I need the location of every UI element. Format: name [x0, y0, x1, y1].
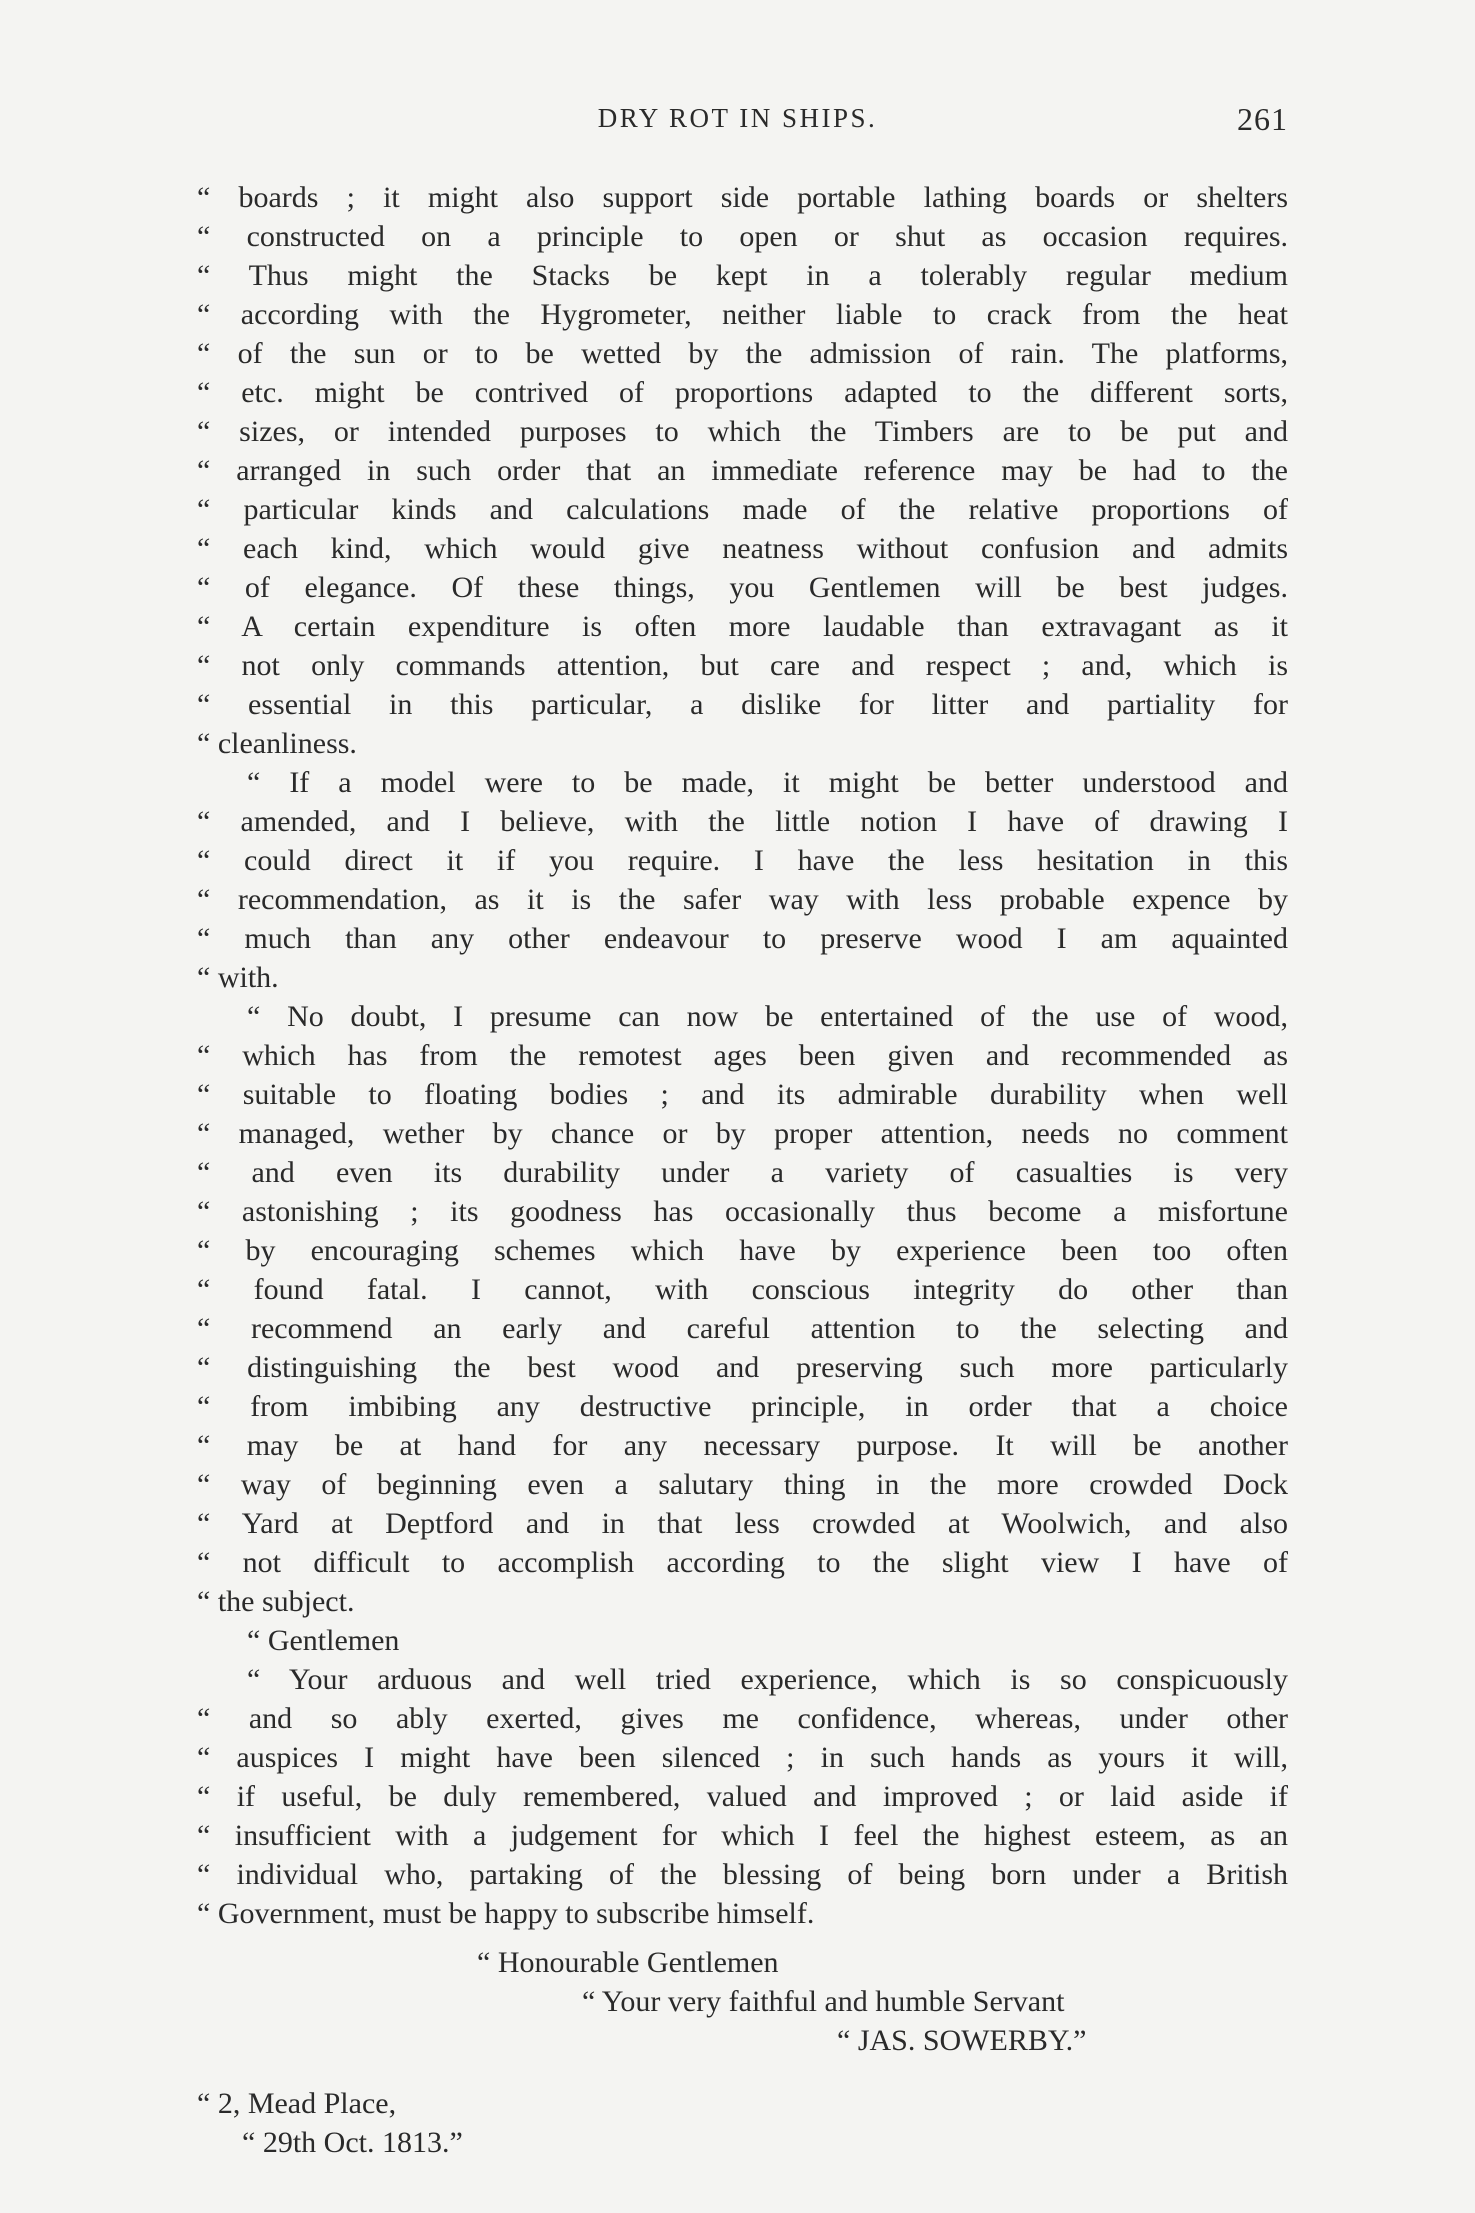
text-line: “ much than any other endeavour to preserve wood I am aquainted — [197, 922, 1288, 955]
text-line: “ not difficult to accomplish according to the slight view I have of — [197, 1546, 1288, 1579]
text-line: “ arranged in such order that an immediate reference may be had to the — [197, 454, 1288, 487]
text-line: “ according with the Hygrometer, neither liable to crack from the heat — [197, 298, 1288, 331]
signature: “ JAS. SOWERBY.” — [837, 2024, 1087, 2057]
text-line: “ and so ably exerted, gives me confidence, whereas, under other — [197, 1702, 1288, 1735]
text-line: “ which has from the remotest ages been given and recommended as — [197, 1039, 1288, 1072]
text-line: “ constructed on a principle to open or shut as occasion requires. — [197, 220, 1288, 253]
text-line: “ recommendation, as it is the safer way with less probable expence by — [197, 883, 1288, 916]
text-line: “ sizes, or intended purposes to which the Timbers are to be put and — [197, 415, 1288, 448]
text-line: “ Yard at Deptford and in that less crowded at Woolwich, and also — [197, 1507, 1288, 1540]
address: “ 2, Mead Place, — [197, 2087, 397, 2120]
text-line: “ astonishing ; its goodness has occasionally thus become a misfortune — [197, 1195, 1288, 1228]
text-line: “ individual who, partaking of the blessing of being born under a British — [197, 1858, 1288, 1891]
salutation: “ Gentlemen — [247, 1624, 400, 1657]
text-line: “ amended, and I believe, with the little notion I have of drawing I — [197, 805, 1288, 838]
text-line: “ not only commands attention, but care and respect ; and, which is — [197, 649, 1288, 682]
text-line: “ insufficient with a judgement for which I feel the highest esteem, as an — [197, 1819, 1288, 1852]
text-line: “ by encouraging schemes which have by experience been too often — [197, 1234, 1288, 1267]
date: “ 29th Oct. 1813.” — [242, 2126, 463, 2159]
text-line: “ managed, wether by chance or by proper attention, needs no comment — [197, 1117, 1288, 1150]
text-line: “ particular kinds and calculations made of the relative proportions of — [197, 493, 1288, 526]
text-line: “ If a model were to be made, it might be better understood and — [247, 766, 1288, 799]
closing-phrase: “ Your very faithful and humble Servant — [582, 1985, 1065, 2018]
text-line: “ found fatal. I cannot, with conscious integrity do other than — [197, 1273, 1288, 1306]
text-line: “ etc. might be contrived of proportions adapted to the different sorts, — [197, 376, 1288, 409]
text-line: “ No doubt, I presume can now be entertained of the use of wood, — [247, 1000, 1288, 1033]
text-line: “ Your arduous and well tried experience, which is so conspicuously — [247, 1663, 1288, 1696]
text-line: “ essential in this particular, a dislike for litter and partiality for — [197, 688, 1288, 721]
text-line: “ from imbibing any destructive principle, in order that a choice — [197, 1390, 1288, 1423]
body-text — [197, 178, 1288, 2162]
text-line: “ way of beginning even a salutary thing in the more crowded Dock — [197, 1468, 1288, 1501]
text-line: “ recommend an early and careful attention to the selecting and — [197, 1312, 1288, 1345]
text-line: “ distinguishing the best wood and preserving such more particularly — [197, 1351, 1288, 1384]
text-line: “ auspices I might have been silenced ; in such hands as yours it will, — [197, 1741, 1288, 1774]
running-title: DRY ROT IN SHIPS. — [597, 103, 878, 133]
text-line: “ may be at hand for any necessary purpose. It will be another — [197, 1429, 1288, 1462]
text-line: “ with. — [197, 961, 279, 994]
page-number: 261 — [1237, 101, 1288, 137]
text-line: “ the subject. — [197, 1585, 355, 1618]
closing-salutation: “ Honourable Gentlemen — [477, 1946, 779, 1979]
text-line: “ of the sun or to be wetted by the admission of rain. The platforms, — [197, 337, 1288, 370]
text-line: “ boards ; it might also support side portable lathing boards or shelters — [197, 181, 1288, 214]
text-line: “ and even its durability under a variety of casualties is very — [197, 1156, 1288, 1189]
text-line: “ if useful, be duly remembered, valued and improved ; or laid aside if — [197, 1780, 1288, 1813]
text-line: “ Government, must be happy to subscribe himself. — [197, 1897, 815, 1930]
text-line: “ each kind, which would give neatness without confusion and admits — [197, 532, 1288, 565]
text-line: “ of elegance. Of these things, you Gentlemen will be best judges. — [197, 571, 1288, 604]
text-line: “ A certain expenditure is often more laudable than extravagant as it — [197, 610, 1288, 643]
text-line: “ Thus might the Stacks be kept in a tolerably regular medium — [197, 259, 1288, 292]
text-line: “ could direct it if you require. I have the less hesitation in this — [197, 844, 1288, 877]
text-line: “ cleanliness. — [197, 727, 357, 760]
text-line: “ suitable to floating bodies ; and its admirable durability when well — [197, 1078, 1288, 1111]
